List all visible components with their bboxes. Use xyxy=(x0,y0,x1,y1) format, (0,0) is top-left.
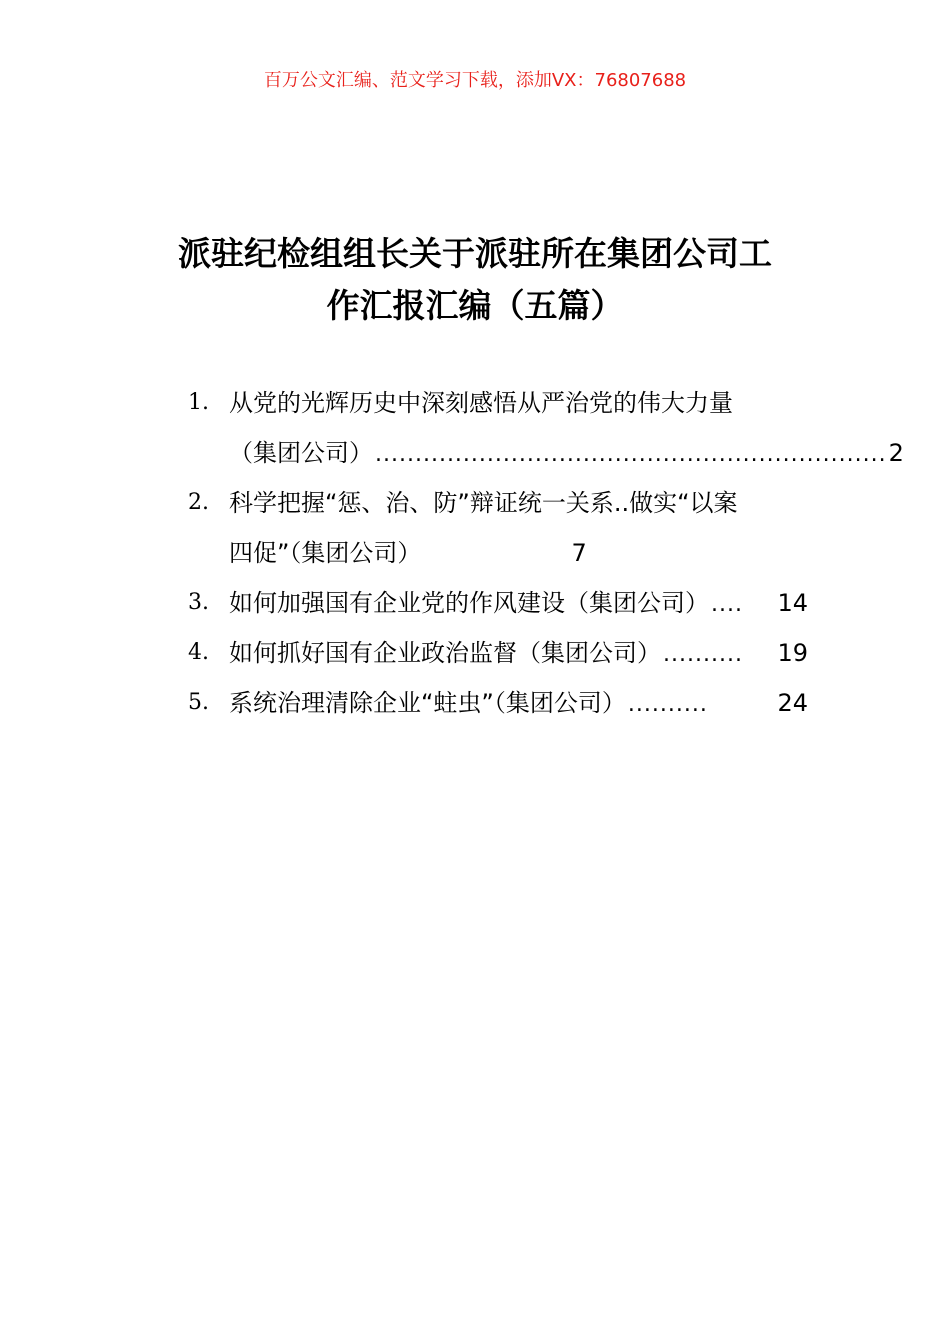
toc-entry-line xyxy=(229,578,808,628)
toc-page-number: 14 xyxy=(777,589,808,617)
toc-entry-line xyxy=(229,678,808,728)
toc-entry-line xyxy=(229,478,808,528)
toc-entry-3[interactable] xyxy=(188,578,808,628)
toc-entry-line xyxy=(229,378,808,428)
toc-page-number: 19 xyxy=(777,639,808,667)
toc-entry-title: 如何抓好国有企业政治监督（集团公司） xyxy=(229,639,661,667)
toc-entry-number: 1. xyxy=(188,390,209,415)
table-of-contents xyxy=(188,378,904,728)
toc-entry-4[interactable] xyxy=(188,628,808,678)
toc-entry-number: 2. xyxy=(188,490,209,515)
toc-page-number: 2 xyxy=(888,439,904,467)
toc-entry-line xyxy=(229,528,808,578)
toc-entry-title: 科学把握“惩、治、防”辩证统一关系..做实“以案 xyxy=(229,489,738,517)
header-banner: 百万公文汇编、范文学习下载，添加VX：76807688 xyxy=(263,70,687,91)
toc-entry-title: 如何加强国有企业党的作风建设（集团公司） xyxy=(229,589,709,617)
toc-entry-title-cont: （集团公司） xyxy=(229,439,373,467)
toc-page-number: 7 xyxy=(571,539,587,567)
toc-entry-1[interactable] xyxy=(188,378,904,478)
document-title xyxy=(130,228,820,332)
toc-dot-leader: ................................................................ xyxy=(375,442,887,467)
toc-entry-line xyxy=(229,428,904,478)
title-line-2: 作汇报汇编（五篇） xyxy=(326,286,624,325)
toc-entry-5[interactable] xyxy=(188,678,808,728)
toc-entry-title: 从党的光辉历史中深刻感悟从严治党的伟大力量 xyxy=(229,389,733,417)
toc-entry-title: 系统治理清除企业“蛀虫”（集团公司） xyxy=(229,689,626,717)
toc-entry-number: 4. xyxy=(188,640,209,665)
toc-dot-leader: .......... xyxy=(627,692,708,717)
toc-entry-2[interactable] xyxy=(188,478,808,578)
toc-dot-leader: .... xyxy=(711,592,743,617)
toc-entry-number: 5. xyxy=(188,690,209,715)
toc-dot-leader: .......... xyxy=(663,642,743,667)
toc-page-number: 24 xyxy=(777,689,808,717)
title-line-1: 派驻纪检组组长关于派驻所在集团公司工 xyxy=(178,234,772,273)
toc-entry-title-cont: 四促”（集团公司） xyxy=(229,539,422,567)
toc-entry-line xyxy=(229,628,808,678)
toc-entry-number: 3. xyxy=(188,590,209,615)
